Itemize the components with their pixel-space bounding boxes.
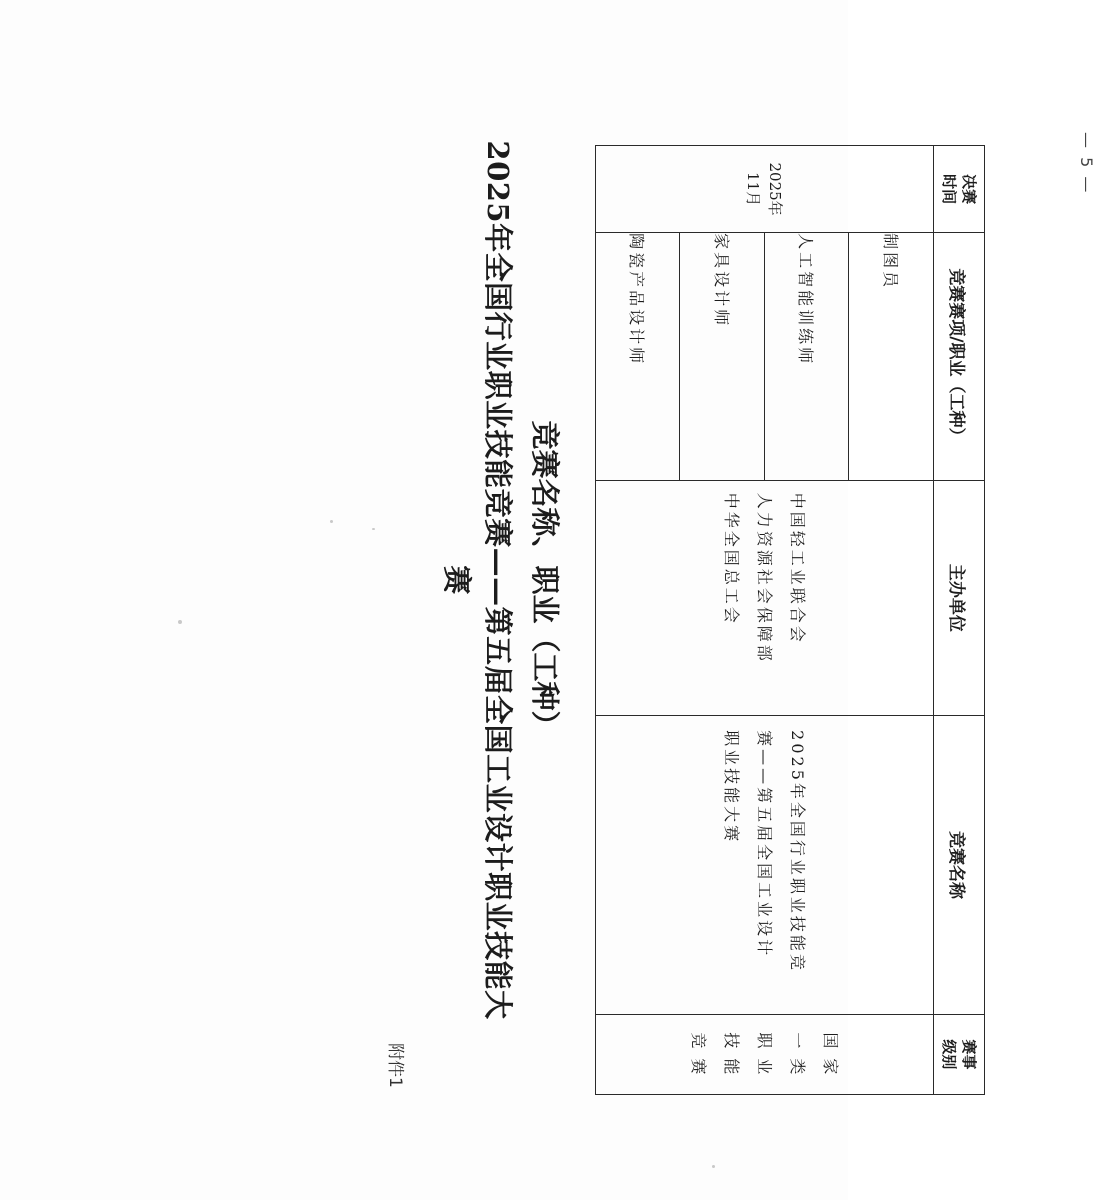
page-number: — 5 — [1077, 132, 1096, 195]
header-time-line2: 时间 [940, 174, 958, 205]
table-header-row [934, 146, 985, 1095]
header-level-line1: 赛事 [960, 1039, 978, 1070]
document-title: 2025年全国行业职业技能竞赛——第五届全国工业设计职业技能大赛 [440, 140, 515, 1020]
header-final-time [934, 146, 985, 233]
scan-speck [178, 620, 182, 624]
name-line: 2025年全国行业职业技能竞 [788, 730, 807, 973]
competition-table [595, 145, 985, 1095]
level-line: 技能 [722, 1032, 741, 1085]
competition-name-cell [596, 716, 934, 1015]
header-events: 竞赛赛项/职业（工种） [934, 233, 985, 481]
level-cell [596, 1014, 934, 1094]
name-line: 职业技能大赛 [722, 730, 741, 845]
document-subtitle: 竞赛名称、职业（工种） [528, 420, 562, 740]
header-level-line2: 级别 [940, 1039, 958, 1070]
level-line: 竞赛 [689, 1032, 708, 1085]
header-name: 竞赛名称 [934, 716, 985, 1015]
attachment-label: 附件1 [385, 1043, 405, 1088]
final-time-line1: 2025年 [766, 162, 785, 216]
level-line: 一类 [788, 1032, 807, 1085]
host-line: 中华全国总工会 [722, 492, 741, 626]
final-time-line2: 11月 [744, 172, 763, 207]
name-line: 赛——第五届全国工业设计 [755, 730, 774, 959]
header-time-line1: 决赛 [960, 174, 978, 205]
page-content [272, 0, 1120, 1200]
final-time-cell [596, 146, 934, 233]
event-cell: 陶瓷产品设计师 [596, 233, 681, 481]
event-cell: 制图员 [849, 233, 934, 481]
header-host: 主办单位 [934, 480, 985, 715]
event-cell: 家具设计师 [680, 233, 765, 481]
host-line: 人力资源社会保障部 [755, 492, 774, 664]
header-level [934, 1014, 985, 1094]
event-cell: 人工智能训练师 [765, 233, 850, 481]
level-line: 职业 [755, 1032, 774, 1085]
level-line: 国家 [821, 1032, 840, 1085]
host-cell [596, 480, 934, 715]
rotated-document [272, 0, 1120, 1200]
host-line: 中国轻工业联合会 [788, 492, 807, 645]
table-row [849, 146, 934, 1095]
